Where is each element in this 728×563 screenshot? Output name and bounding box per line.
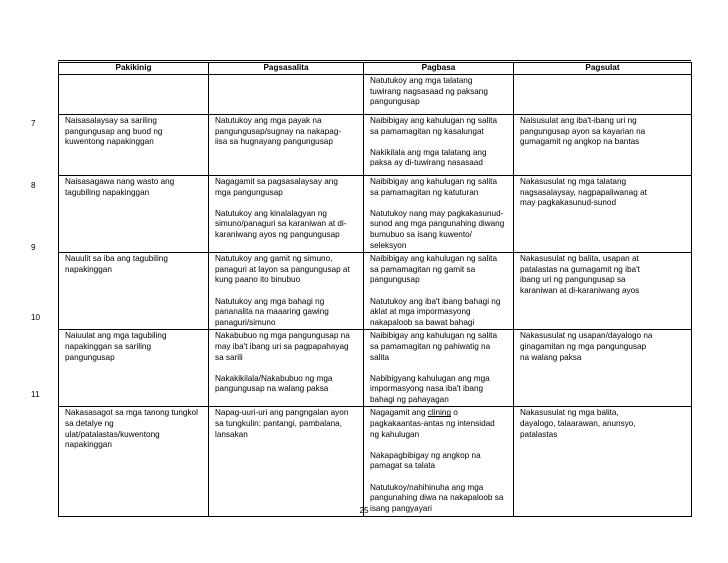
header-pagsulat: Pagsulat [514,63,692,75]
cell-text: Naisasagawa nang wasto ang tagubiling napakinggan [65,177,175,197]
cell-pakikinig [59,115,209,176]
cell-pagbasa [364,253,514,330]
cell-text: Nakasusulat ng usapan/dayalogo na ginagamitan ng mga pangungusap na walang paksa [520,331,653,362]
cell-text: Naibibigay ang kahulugan ng salita sa pamamagitan ng gamit sa pangungusap [370,254,497,285]
cell-text: Naisasalaysay sa sariling pangungusap ang buod ng kuwentong napakinggan [65,116,163,147]
row-number: 8 [31,181,36,190]
header-pagsasalita: Pagsasalita [209,63,364,75]
row-number: 11 [31,390,40,399]
cell-pagsulat [514,253,692,330]
header-pagbasa: Pagbasa [364,63,514,75]
cell-text: Naisusulat ang iba't-ibang uri ng pangungusap ayon sa kayarian na gumagamit ng angkop na bantas [520,116,646,147]
cell-pagsasalita [209,176,364,253]
table-row [59,253,692,330]
cell-text: Napag-uuri-uri ang pangngalan ayon sa tungkulin: pantangi, pambalana, lansakan [215,408,349,439]
cell-text: Nakabubuo ng mga pangungusap na may iba't ibang uri sa pagpapahayag sa sarili [215,331,350,362]
cell-pagbasa [364,330,514,407]
cell-pakikinig [59,176,209,253]
cell-text: Natutukoy ang iba't ibang bahagi ng aklat at mga impormasyong nakapaloob sa bawat bahagi [370,296,501,327]
cell-text: Natutukoy ang mga payak na pangungusap/sugnay na nakapag- iisa sa hugnayang pangungusap [215,116,342,147]
cell-pagbasa [364,115,514,176]
cell-pagsulat [514,115,692,176]
underlined-term: clining [427,408,452,418]
cell-pagsasalita [209,253,364,330]
cell-pagsulat [514,407,692,517]
cell [514,75,692,115]
cell-text: Natutukoy ang gamit ng simuno, panaguri at layon sa pangungusap at kung paano ito binubuo [215,254,350,285]
cell [59,75,209,115]
row-number: 7 [31,119,36,128]
cell-pagbasa [364,176,514,253]
cell-text: Natutukoy ang kinalalagyan ng simuno/panaguri sa karaniwan at di- karaniwang ayos ng pangungusap [215,208,347,239]
table-row [59,176,692,253]
cell-text: Naibibigay ang kahulugan ng salita sa pamamagitan ng pahiwatig na salita [370,331,497,362]
cell-text: Natutukoy ang mga talatang tuwirang nagsasaad ng paksang pangungusap [370,76,488,107]
table-row [59,75,692,115]
cell-text: Nakasasagot sa mga tanong tungkol sa detalye ng ulat/patalastas/kuwentong napakinggan [65,408,198,450]
cell-text: Naiuulat ang mga tagubiling napakinggan sa sariling pangungusap [65,331,167,362]
cell [364,75,514,115]
row-number: 9 [31,243,36,252]
cell-text: Nabibigyang kahulugan ang mga impormasyong nasa iba't ibang bahagi ng pahayagan [370,373,490,404]
cell-text: Natutukoy/nahihinuha ang mga pangunahing diwa na nakapaloob sa isang pangyayari [370,482,504,513]
cell-text: Nakasusulat ng mga talatang nagsasalaysay, nagpapaliwanag at may pagkakasunud-sunod [520,177,647,208]
cell-text: Naibibigay ang kahulugan ng salita sa pamamagitan ng katuturan [370,177,497,197]
cell-pakikinig [59,407,209,517]
text-run: o pagkakaantas-antas ng intensidad ng kahulugan [370,408,495,439]
cell-pakikinig [59,253,209,330]
cell-text [370,408,510,440]
text-run: Nagagamit ang [370,408,428,418]
cell-text: Nauulit sa iba ang tagubiling napakinggan [65,254,168,274]
table-row [59,407,692,517]
table-row [59,115,692,176]
cell-text: Nakapagbibigay ng angkop na pamagat sa talata [370,450,481,471]
cell-text: Natutukoy ang mga bahagi ng pananalita na maaaring gawing panaguri/simuno [215,296,329,327]
cell-pagsulat [514,176,692,253]
cell-pagsasalita [209,330,364,407]
cell-pagbasa [364,407,514,517]
cell-pagsulat [514,330,692,407]
cell-text: Natutukoy nang may pagkakasunud- sunod ang mga pangunahing diwang bumubuo sa isang kuwento/ seleksyon [370,208,505,250]
cell-pakikinig [59,330,209,407]
top-rule [58,60,691,61]
cell-text: Nakakikilala/Nakabubuo ng mga pangungusap na walang paksa [215,373,333,394]
table-row [59,330,692,407]
curriculum-table [58,62,692,517]
header-pakikinig: Pakikinig [59,63,209,75]
cell-text: Nakasusulat ng mga balita, dayalogo, talaarawan, anunsyo, patalastas [520,408,636,439]
table-header-row [59,63,692,75]
cell-text: Nagagamit sa pagsasalaysay ang mga pangungusap [215,177,338,197]
cell-text: Naibibigay ang kahulugan ng salita sa pamamagitan ng kasalungat [370,116,497,136]
cell-pagsasalita [209,407,364,517]
cell-text: Nakasusulat ng balita, usapan at patalastas na gumagamit ng iba't ibang uri ng pangungusap sa karaniwan at di-karaniwang ayos [520,254,640,295]
cell-pagsasalita [209,115,364,176]
cell-text: Nakikilala ang mga talatang ang paksa ay di-tuwirang nasasaad [370,147,487,168]
row-number: 10 [31,313,41,322]
cell [209,75,364,115]
page-number: 25 [359,506,369,515]
